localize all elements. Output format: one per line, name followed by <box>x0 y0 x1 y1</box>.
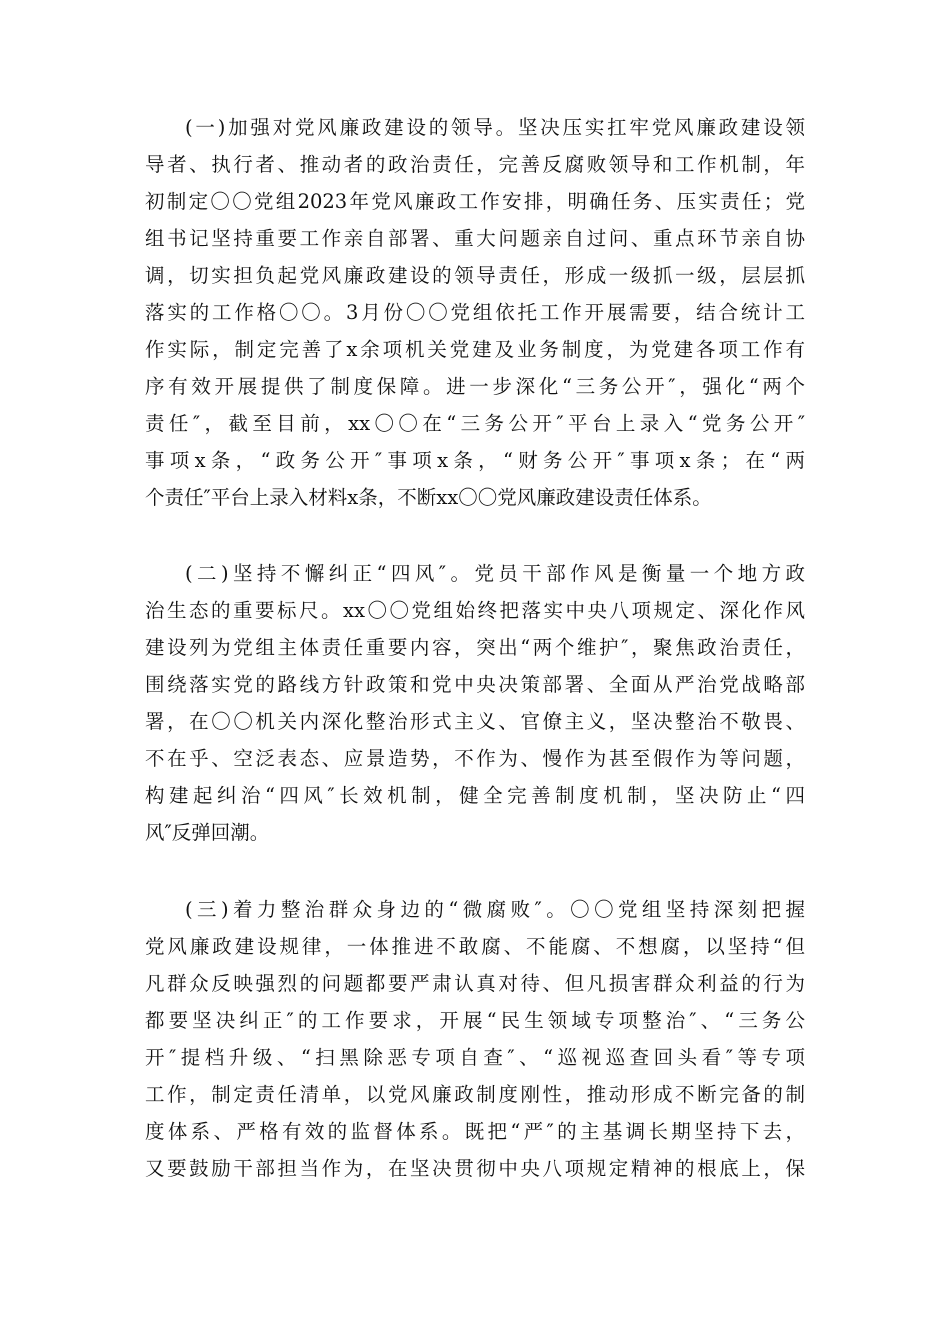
paragraph-line: 调，切实担负起党风廉政建设的领导责任，形成一级抓一级，层层抓 <box>145 264 805 287</box>
paragraph-line: (二)坚持不懈纠正“四风″。党员干部作风是衡量一个地方政 <box>185 562 805 585</box>
paragraph-line: 开″提档升级、“扫黑除恶专项自查″、“巡视巡查回头看″等专项 <box>145 1046 805 1069</box>
paragraph-line: 作实际，制定完善了x余项机关党建及业务制度，为党建各项工作有 <box>145 338 805 361</box>
paragraph-line: 责任″，截至目前，xx〇〇在“三务公开″平台上录入“党务公开″ <box>145 412 805 435</box>
paragraph-line: 初制定〇〇党组2023年党风廉政工作安排，明确任务、压实责任；党 <box>145 190 805 213</box>
paragraph-line: 构建起纠治“四风″长效机制，健全完善制度机制，坚决防止“四 <box>145 784 805 807</box>
paragraph-line: 度体系、严格有效的监督体系。既把“严″的主基调长期坚持下去， <box>145 1120 805 1143</box>
paragraph-line: 围绕落实党的路线方针政策和党中央决策部署、全面从严治党战略部 <box>145 673 805 696</box>
paragraph-line: 导者、执行者、推动者的政治责任，完善反腐败领导和工作机制，年 <box>145 153 805 176</box>
paragraph-line: (三)着力整治群众身边的“微腐败″。〇〇党组坚持深刻把握 <box>185 898 805 921</box>
paragraph-line: 治生态的重要标尺。xx〇〇党组始终把落实中央八项规定、深化作风 <box>145 599 805 622</box>
paragraph-line: 事项x条，“政务公开″事项x条，“财务公开″事项x条；在“两 <box>145 449 805 472</box>
paragraph-line: 党风廉政建设规律，一体推进不敢腐、不能腐、不想腐，以坚持“但 <box>145 935 805 958</box>
paragraph-line: (一)加强对党风廉政建设的领导。坚决压实扛牢党风廉政建设领 <box>185 116 805 139</box>
paragraph-line: 署，在〇〇机关内深化整治形式主义、官僚主义，坚决整治不敬畏、 <box>145 710 805 733</box>
paragraph-line: 又要鼓励干部担当作为，在坚决贯彻中央八项规定精神的根底上，保 <box>145 1157 805 1180</box>
paragraph-line: 建设列为党组主体责任重要内容，突出“两个维护″，聚焦政治责任， <box>145 636 805 659</box>
paragraph-line: 工作，制定责任清单，以党风廉政制度刚性，推动形成不断完备的制 <box>145 1083 805 1106</box>
paragraph-line: 风″反弹回潮。 <box>145 821 270 844</box>
paragraph-line: 都要坚决纠正″的工作要求，开展“民生领域专项整治″、“三务公 <box>145 1009 805 1032</box>
paragraph-line: 不在乎、空泛表态、应景造势，不作为、慢作为甚至假作为等问题， <box>145 747 805 770</box>
paragraph-line: 落实的工作格〇〇。3月份〇〇党组依托工作开展需要，结合统计工 <box>145 301 805 324</box>
paragraph-line: 组书记坚持重要工作亲自部署、重大问题亲自过问、重点环节亲自协 <box>145 227 805 250</box>
paragraph-line: 个责任″平台上录入材料x条，不断xx〇〇党风廉政建设责任体系。 <box>145 486 712 509</box>
paragraph-line: 凡群众反映强烈的问题都要严肃认真对待、但凡损害群众利益的行为 <box>145 972 805 995</box>
paragraph-line: 序有效开展提供了制度保障。进一步深化“三务公开″，强化“两个 <box>145 375 805 398</box>
